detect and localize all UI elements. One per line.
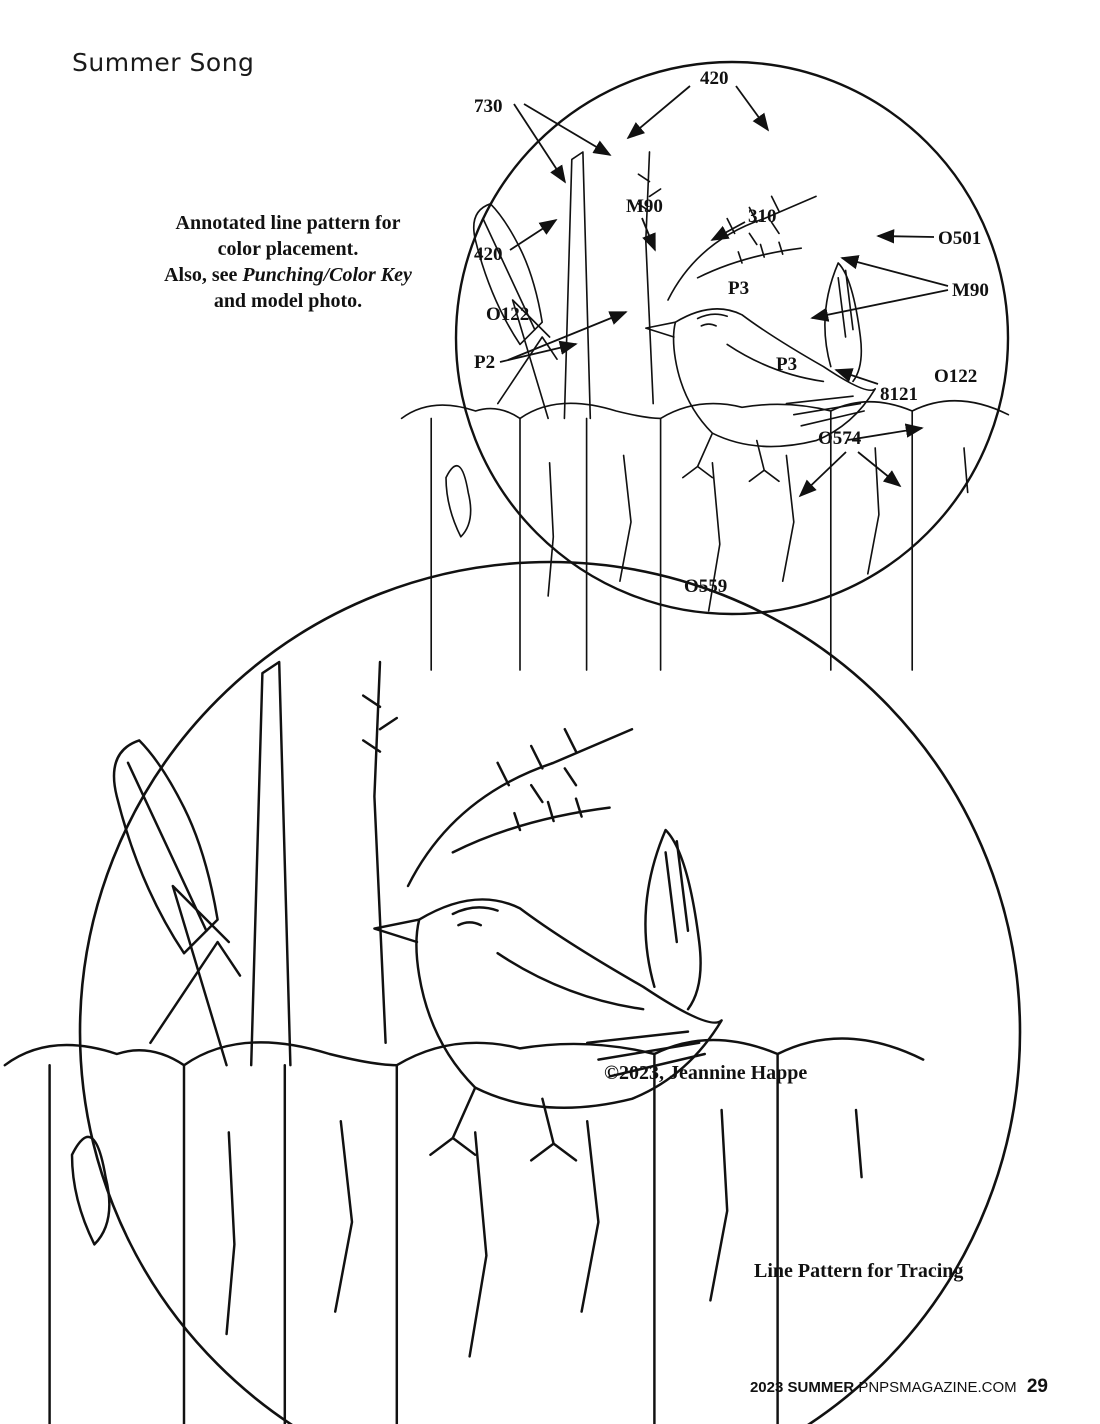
- tracing-line-drawing: [5, 662, 923, 1424]
- page-title: Summer Song: [72, 48, 255, 77]
- instructions-line-4: and model photo.: [213, 290, 363, 312]
- label-o122-right: O122: [934, 366, 978, 387]
- tracing-circle-border: [80, 562, 1020, 1424]
- copyright-notice: ©2023, Jeannine Happe: [604, 1062, 808, 1084]
- annotated-pattern: [402, 62, 1009, 670]
- label-420-left: 420: [474, 244, 503, 265]
- label-m90-tail: M90: [952, 280, 989, 301]
- label-o122-left: O122: [486, 304, 530, 325]
- annotation-arrows: [500, 86, 948, 496]
- label-p3-leg: P3: [776, 354, 798, 375]
- label-p3-body: P3: [728, 278, 750, 299]
- footer-site: PNPSMAGAZINE.COM: [858, 1379, 1017, 1396]
- instructions-line-3: Also, see Punching/Color Key: [164, 264, 412, 286]
- tracing-pattern: [5, 562, 1020, 1424]
- instructions-line-1: Annotated line pattern for: [175, 212, 401, 234]
- label-m90-beak: M90: [626, 196, 663, 217]
- label-310: 310: [748, 206, 777, 227]
- page-number: 29: [1026, 1376, 1048, 1397]
- tracing-caption: Line Pattern for Tracing: [754, 1260, 964, 1282]
- footer-issue: 2023 SUMMER: [749, 1379, 855, 1396]
- label-p2: P2: [474, 352, 496, 373]
- label-730: 730: [474, 96, 503, 117]
- label-o559: O559: [684, 576, 728, 597]
- color-key-reference: Punching/Color Key: [242, 264, 412, 286]
- label-8121: 8121: [880, 384, 918, 405]
- instructions-line-2: color placement.: [217, 238, 359, 260]
- label-o574: O574: [818, 428, 862, 449]
- label-420-top: 420: [700, 68, 729, 89]
- label-o501: O501: [938, 228, 982, 249]
- annotated-circle-border: [456, 62, 1008, 614]
- page-footer: [750, 1376, 1048, 1398]
